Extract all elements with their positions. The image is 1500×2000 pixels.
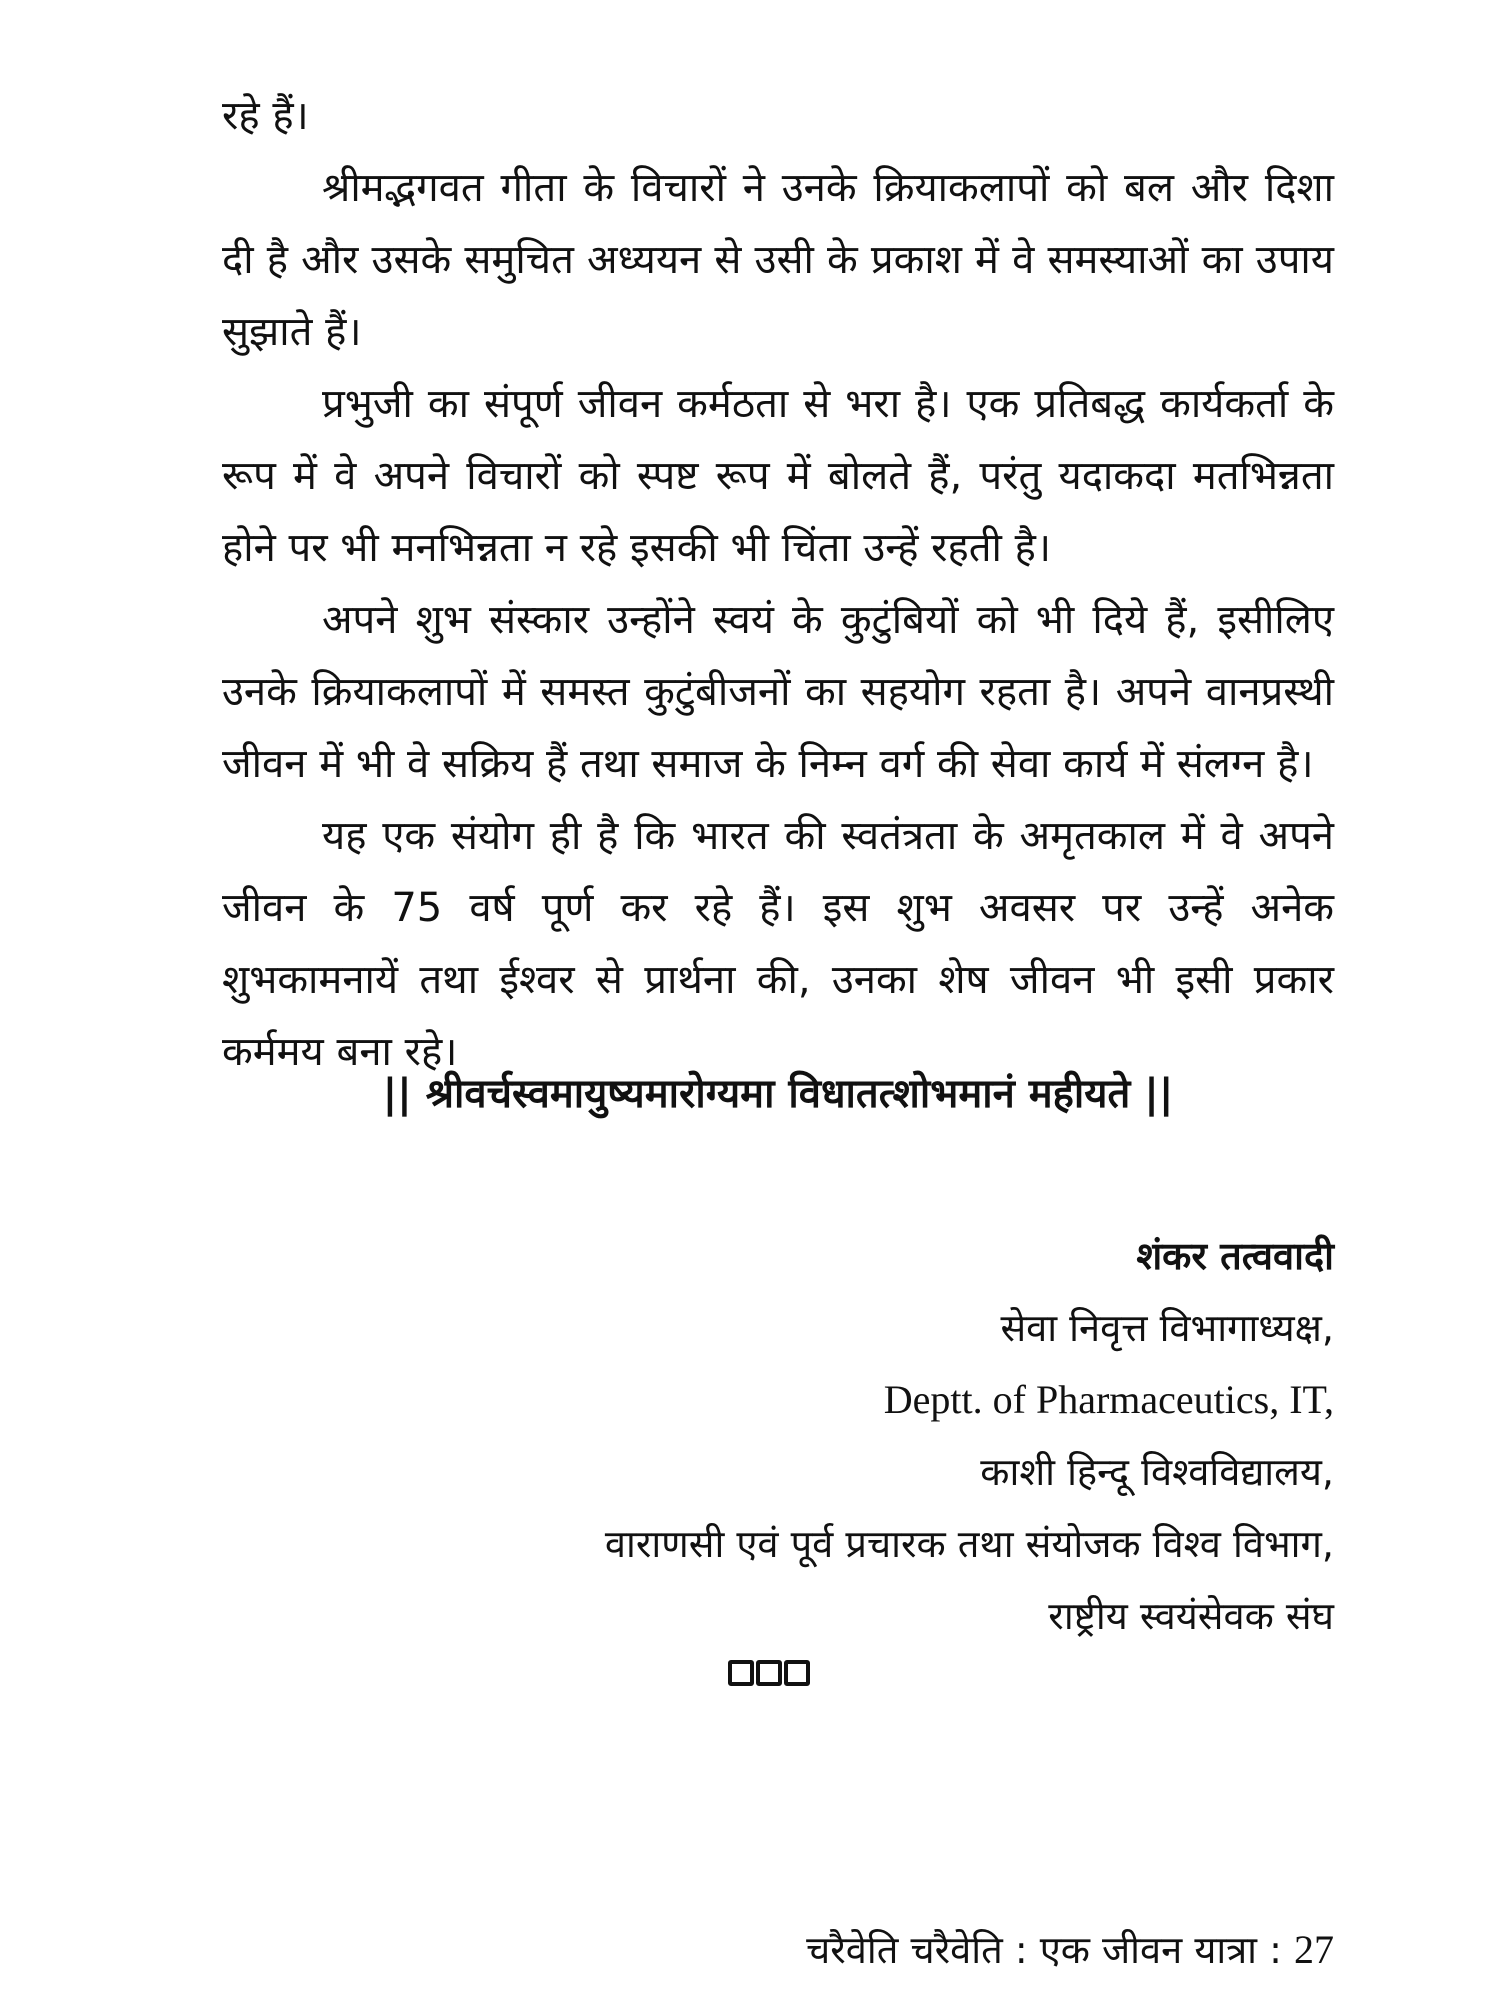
- ornament-box: [728, 1660, 754, 1686]
- page-footer: [806, 1925, 1334, 1975]
- signature-designation: सेवा निवृत्त विभागाध्यक्ष,: [1000, 1306, 1334, 1350]
- signature-organization: राष्ट्रीय स्वयंसेवक संघ: [1048, 1594, 1334, 1638]
- signature-university: काशी हिन्दू विश्वविद्यालय,: [980, 1450, 1334, 1494]
- paragraph-prabhuji: प्रभुजी का संपूर्ण जीवन कर्मठता से भरा है। एक प्रतिबद्ध कार्यकर्ता के रूप में वे अपने विचारों को स्पष्ट रूप में बोलते हैं, परंतु यदाकदा मतभिन्नता होने पर भी मनभिन्नता न रहे इसकी भी चिंता उन्हें रहती है।: [222, 381, 1334, 571]
- signature-block: [605, 1220, 1334, 1652]
- body-text: [222, 80, 1334, 1088]
- section-end-ornament: [728, 1660, 810, 1686]
- shloka-blessing: || श्रीवर्चस्वमायुष्यमारोग्यमा विधातत्शोभमानं महीयते ||: [382, 1071, 1174, 1117]
- signature-name: शंकर तत्ववादी: [1136, 1234, 1334, 1278]
- paragraph-sanyog: यह एक संयोग ही है कि भारत की स्वतंत्रता के अमृतकाल में वे अपने जीवन के 75 वर्ष पूर्ण कर रहे हैं। इस शुभ अवसर पर उन्हें अनेक शुभकामनायें तथा ईश्वर से प्रार्थना की, उनका शेष जीवन भी इसी प्रकार कर्ममय बना रहे।: [222, 813, 1334, 1075]
- signature-role: वाराणसी एवं पूर्व प्रचारक तथा संयोजक विश्व विभाग,: [604, 1522, 1334, 1566]
- ornament-box: [756, 1660, 782, 1686]
- signature-department: Deptt. of Pharmaceutics, IT,: [883, 1377, 1334, 1422]
- paragraph-gita: श्रीमद्भगवत गीता के विचारों ने उनके क्रियाकलापों को बल और दिशा दी है और उसके समुचित अध्ययन से उसी के प्रकाश में वे समस्याओं का उपाय सुझाते हैं।: [222, 165, 1334, 355]
- page-number: 27: [1294, 1927, 1334, 1972]
- paragraph-sanskar: अपने शुभ संस्कार उन्होंने स्वयं के कुटुंबियों को भी दिये हैं, इसीलिए उनके क्रियाकलापों में समस्त कुटुंबीजनों का सहयोग रहता है। अपने वानप्रस्थी जीवन में भी वे सक्रिय हैं तथा समाज के निम्न वर्ग की सेवा कार्य में संलग्न है।: [222, 597, 1334, 787]
- running-title: चरैवेति चरैवेति : एक जीवन यात्रा :: [806, 1928, 1282, 1972]
- paragraph-continuation: रहे हैं।: [222, 93, 309, 139]
- ornament-box: [784, 1660, 810, 1686]
